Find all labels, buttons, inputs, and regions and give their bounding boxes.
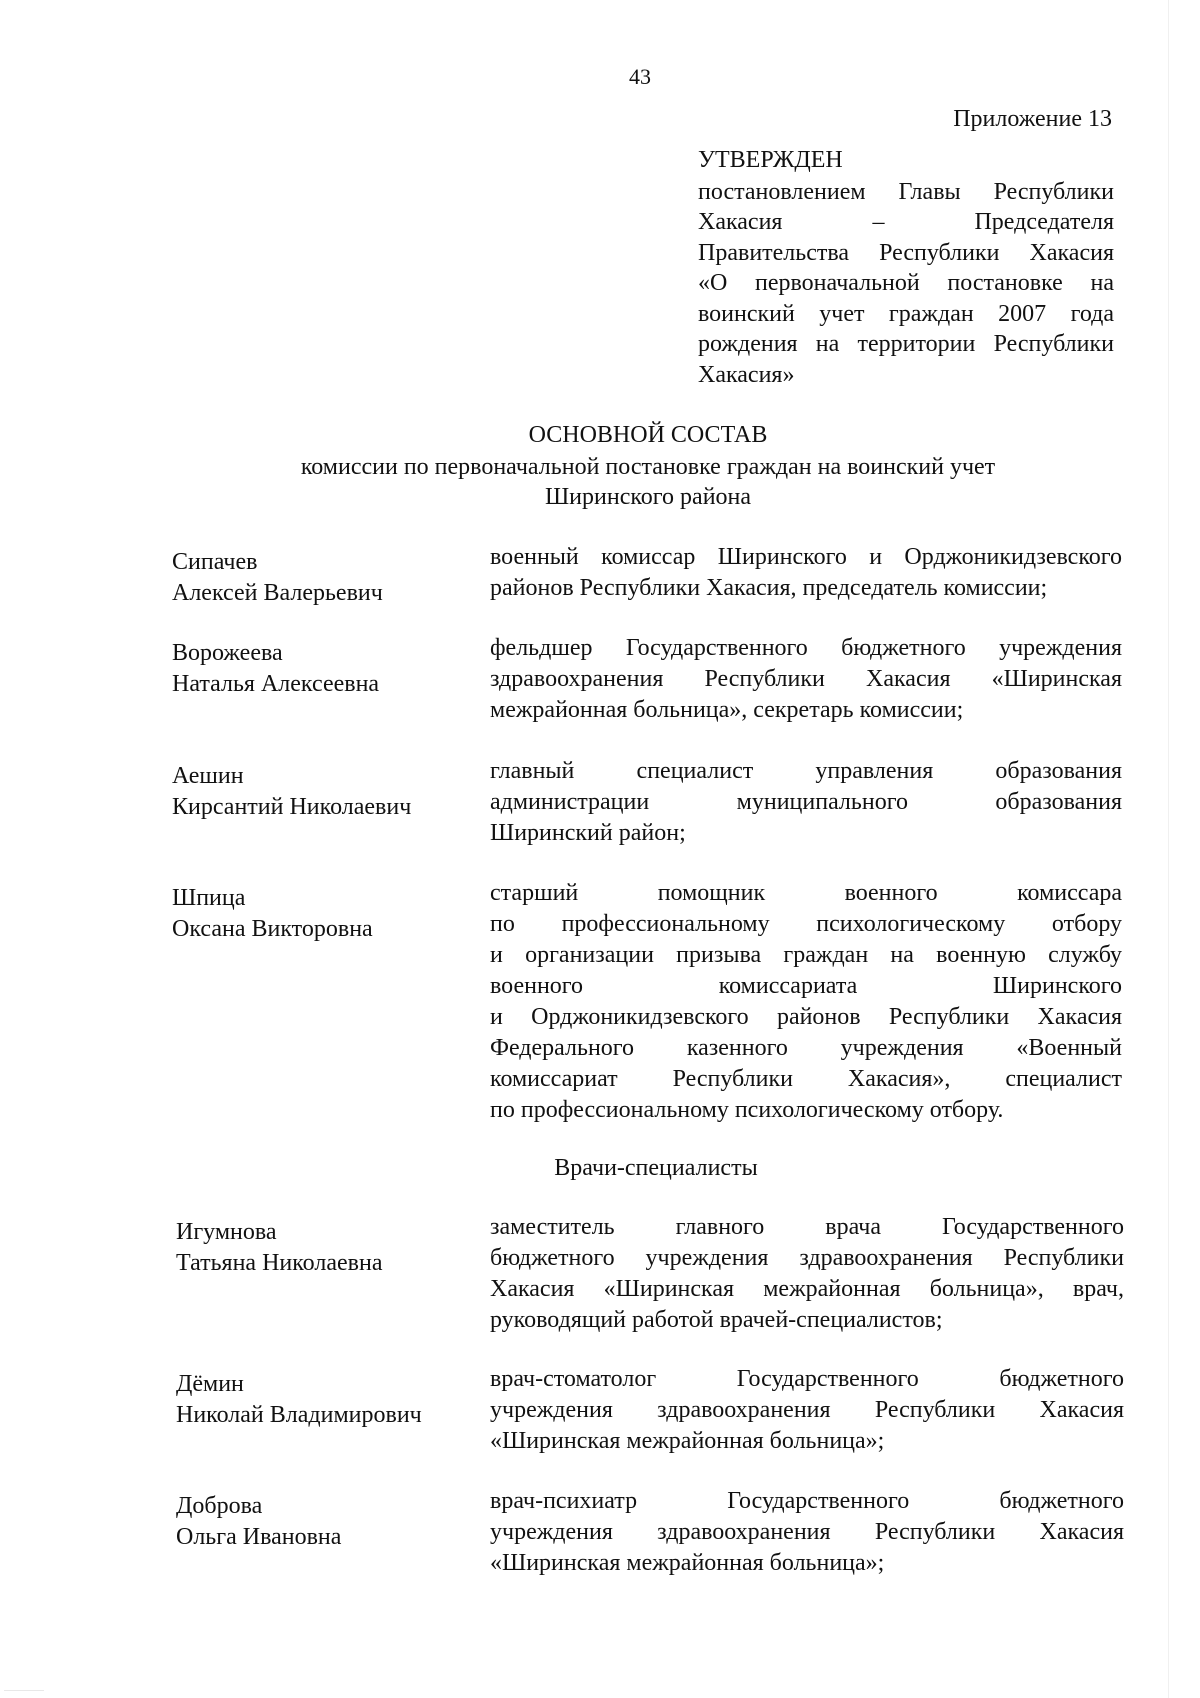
member-given-name: Наталья Алексеевна (172, 671, 380, 697)
role-line: учреждения здравоохранения Республики Хакасия (490, 1397, 1124, 1423)
document-subheading: комиссии по первоначальной постановке граждан на воинский учет (300, 454, 996, 480)
role-line: учреждения здравоохранения Республики Хакасия (490, 1519, 1124, 1545)
role-line: заместитель главного врача Государственного (490, 1214, 1124, 1240)
approval-title: УТВЕРЖДЕН (698, 147, 843, 173)
role-line: по профессиональному психологическому отбору (490, 911, 1122, 937)
approval-line: Хакасия – Председателя (698, 209, 1114, 235)
role-line: межрайонная больница», секретарь комиссии; (490, 697, 964, 723)
role-line: и организации призыва граждан на военную службу (490, 942, 1122, 968)
approval-line: воинский учет граждан 2007 года (698, 300, 1114, 327)
role-line: врач-психиатр Государственного бюджетного (490, 1488, 1124, 1514)
role-line: врач-стоматолог Государственного бюджетного (490, 1366, 1124, 1392)
member-given-name: Алексей Валерьевич (172, 580, 383, 606)
member-surname: Шпица (172, 885, 246, 911)
member-surname: Игумнова (176, 1219, 277, 1245)
member-given-name: Кирсантий Николаевич (172, 794, 412, 820)
member-role (490, 633, 1122, 726)
scan-edge-line (4, 1690, 44, 1691)
document-heading: ОСНОВНОЙ СОСТАВ (528, 422, 768, 448)
role-line: бюджетного учреждения здравоохранения Республики (490, 1245, 1124, 1271)
role-line: «Ширинская межрайонная больница»; (490, 1550, 885, 1576)
member-role (490, 1364, 1124, 1457)
member-role (490, 542, 1122, 604)
member-role (490, 1212, 1124, 1336)
member-surname: Дёмин (176, 1371, 244, 1397)
scan-edge-line (1168, 0, 1169, 1698)
appendix-label: Приложение 13 (953, 106, 1112, 132)
member-surname: Аешин (172, 763, 244, 789)
approval-line: Хакасия» (698, 361, 795, 388)
approval-line: постановлением Главы Республики (698, 178, 1114, 205)
role-line: руководящий работой врачей-специалистов; (490, 1307, 943, 1333)
role-line: главный специалист управления образования (490, 758, 1122, 784)
page-number: 43 (629, 64, 651, 89)
approval-line: рождения на территории Республики (698, 331, 1114, 357)
section-title: Врачи-специалисты (554, 1155, 758, 1181)
member-role (490, 1486, 1124, 1579)
role-line: по профессиональному психологическому отбору. (490, 1097, 1004, 1123)
role-line: военного комиссариата Ширинского (490, 973, 1122, 999)
role-line: старший помощник военного комиссара (490, 880, 1122, 906)
member-surname: Сипачев (172, 549, 258, 575)
approval-block (698, 145, 1114, 390)
member-given-name: Татьяна Николаевна (176, 1250, 383, 1276)
role-line: администрации муниципального образования (490, 789, 1122, 815)
document-subheading: Ширинского района (544, 484, 752, 510)
role-line: Федерального казенного учреждения «Военный (490, 1035, 1122, 1061)
member-given-name: Николай Владимирович (176, 1402, 422, 1428)
approval-line: «О первоначальной постановке на (698, 270, 1114, 296)
role-line: фельдшер Государственного бюджетного учреждения (490, 635, 1122, 661)
member-given-name: Ольга Ивановна (176, 1524, 342, 1550)
member-role (490, 756, 1122, 849)
role-line: комиссариат Республики Хакасия», специалист (490, 1066, 1122, 1092)
role-line: военный комиссар Ширинского и Орджоникидзевского (490, 544, 1122, 570)
role-line: Хакасия «Ширинская межрайонная больница», врач, (490, 1276, 1124, 1302)
member-surname: Доброва (176, 1493, 263, 1519)
member-surname: Ворожеева (172, 640, 283, 666)
role-line: здравоохранения Республики Хакасия «Ширинская (490, 666, 1122, 692)
member-role (490, 878, 1122, 1126)
role-line: Ширинский район; (490, 820, 686, 846)
member-given-name: Оксана Викторовна (172, 916, 373, 942)
approval-line: Правительства Республики Хакасия (698, 239, 1114, 266)
role-line: «Ширинская межрайонная больница»; (490, 1428, 885, 1454)
role-line: районов Республики Хакасия, председатель комиссии; (490, 575, 1048, 601)
role-line: и Орджоникидзевского районов Республики Хакасия (490, 1004, 1122, 1030)
